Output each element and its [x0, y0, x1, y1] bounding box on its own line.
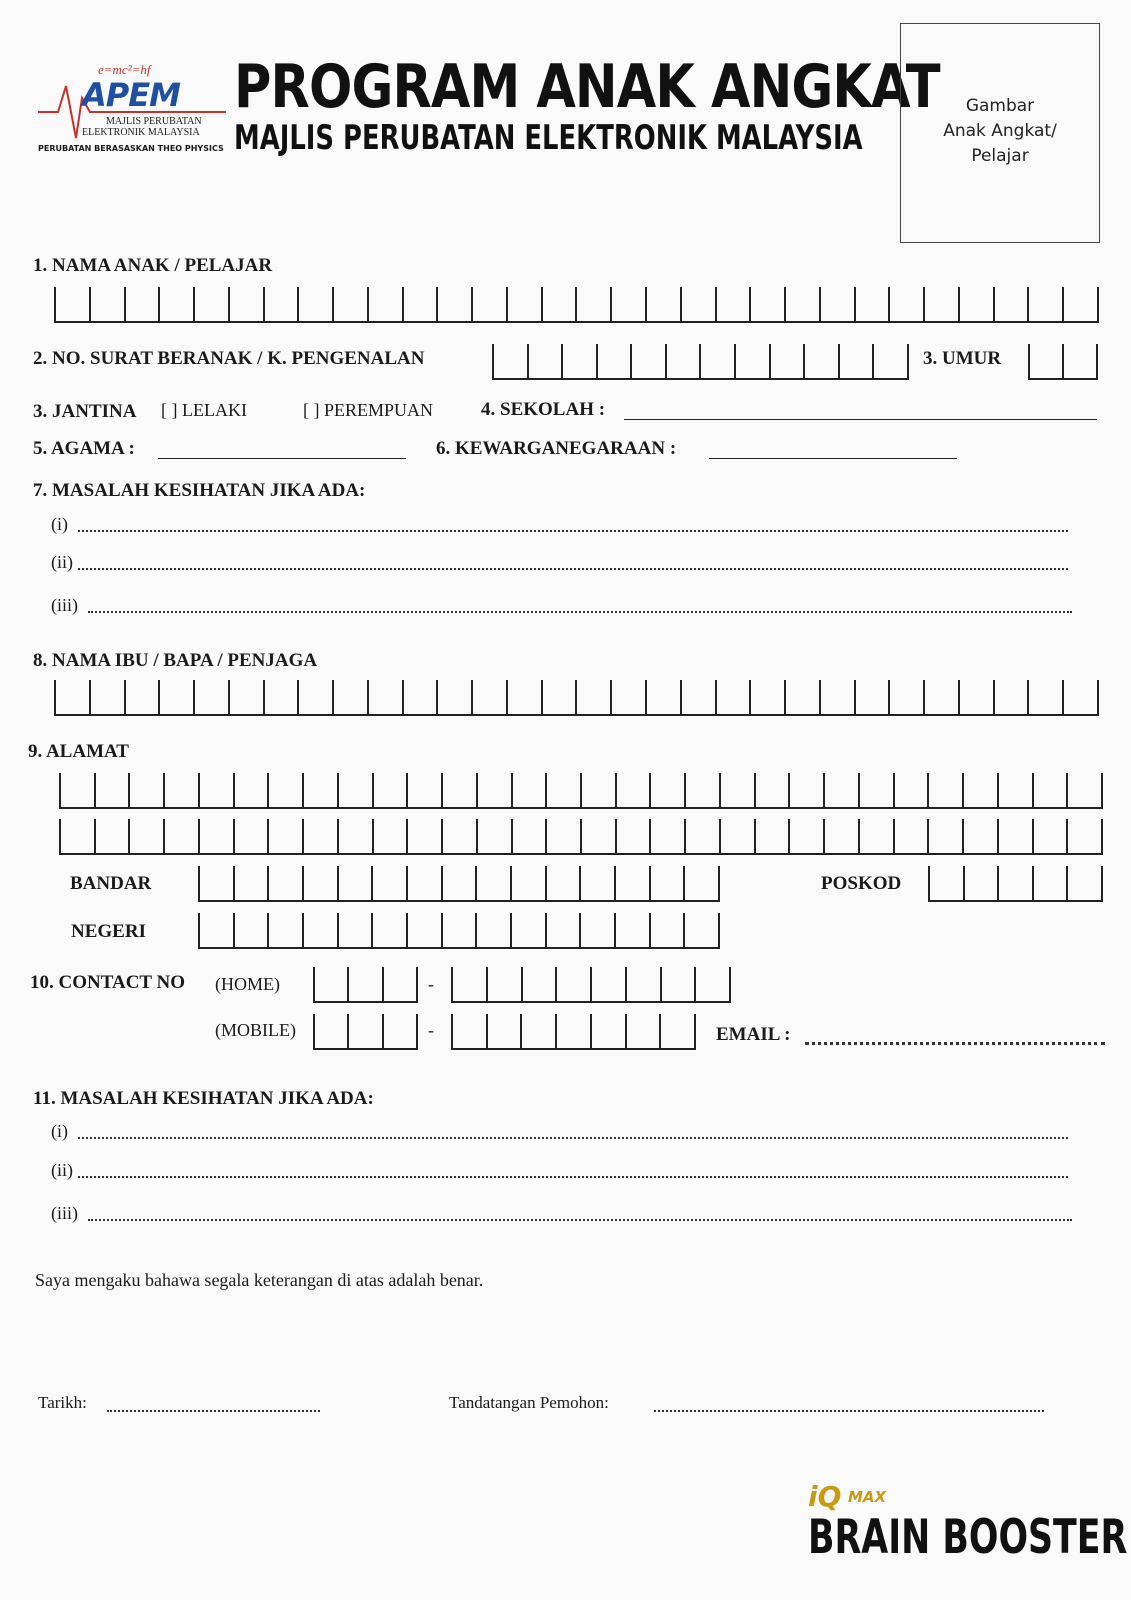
char-box[interactable] [610, 680, 645, 714]
health1-line-ii[interactable] [78, 568, 1068, 570]
char-box[interactable] [683, 866, 720, 900]
char-box[interactable] [962, 773, 997, 807]
char-box[interactable] [198, 913, 233, 947]
char-box[interactable] [819, 680, 854, 714]
char-box[interactable] [561, 344, 596, 378]
health1-marker-ii: (ii) [51, 552, 73, 572]
char-box[interactable] [993, 287, 1028, 321]
char-box[interactable] [506, 680, 541, 714]
city-input[interactable] [198, 866, 720, 902]
char-box[interactable] [163, 819, 198, 853]
char-box[interactable] [734, 344, 769, 378]
char-box[interactable] [649, 913, 684, 947]
char-box[interactable] [645, 680, 680, 714]
char-box[interactable] [893, 773, 928, 807]
birth-cert-label: 2. NO. SURAT BERANAK / K. PENGENALAN [33, 348, 425, 369]
parent-name-input[interactable] [54, 680, 1099, 716]
health1-line-iii[interactable] [88, 611, 1072, 613]
email-field[interactable] [805, 1042, 1105, 1045]
char-box[interactable] [94, 819, 129, 853]
state-input[interactable] [198, 913, 720, 949]
char-box[interactable] [858, 773, 893, 807]
home-number-input[interactable] [451, 967, 731, 1003]
mobile-dash: - [428, 1020, 434, 1040]
char-box[interactable] [406, 866, 441, 900]
char-box[interactable] [337, 913, 372, 947]
char-box[interactable] [854, 680, 889, 714]
char-box[interactable] [59, 819, 94, 853]
parent-label: 8. NAMA IBU / BAPA / PENJAGA [33, 650, 318, 671]
char-box[interactable] [1032, 819, 1067, 853]
photo-label-line1: Gambar [965, 96, 1035, 116]
address-line1-input[interactable] [59, 773, 1103, 809]
home-dash: - [428, 974, 434, 994]
char-box[interactable] [510, 913, 545, 947]
char-box[interactable] [615, 819, 650, 853]
brand-name: BRAIN BOOSTER [808, 1510, 1128, 1565]
char-box[interactable] [89, 287, 124, 321]
photo-label-line2: Anak Angkat/ [943, 121, 1057, 141]
char-box[interactable] [684, 819, 719, 853]
char-box[interactable] [1032, 866, 1067, 900]
char-box[interactable] [406, 773, 441, 807]
char-box[interactable] [406, 913, 441, 947]
citizenship-field[interactable] [709, 458, 957, 459]
char-box[interactable] [923, 680, 958, 714]
char-box[interactable] [228, 680, 263, 714]
char-box[interactable] [545, 866, 580, 900]
char-box[interactable] [1066, 819, 1103, 853]
char-box[interactable] [128, 773, 163, 807]
city-label: BANDAR [70, 873, 152, 894]
char-box[interactable] [198, 866, 233, 900]
char-box[interactable] [888, 680, 923, 714]
char-box[interactable] [506, 287, 541, 321]
char-box[interactable] [838, 344, 873, 378]
char-box[interactable] [580, 819, 615, 853]
char-box[interactable] [555, 1014, 590, 1048]
state-label: NEGERI [71, 921, 146, 942]
char-box[interactable] [579, 866, 614, 900]
char-box[interactable] [541, 287, 576, 321]
logo-abbrev: APEM [82, 76, 180, 114]
citizenship-label: 6. KEWARGANEGARAAN : [436, 438, 677, 459]
religion-field[interactable] [158, 458, 406, 459]
char-box[interactable] [59, 773, 94, 807]
char-box[interactable] [302, 819, 337, 853]
char-box[interactable] [545, 819, 580, 853]
char-box[interactable] [541, 680, 576, 714]
char-box[interactable] [923, 287, 958, 321]
char-box[interactable] [233, 773, 268, 807]
char-box[interactable] [511, 773, 546, 807]
char-box[interactable] [694, 967, 731, 1001]
char-box[interactable] [1062, 344, 1098, 378]
char-box[interactable] [372, 773, 407, 807]
char-box[interactable] [823, 819, 858, 853]
email-label: EMAIL : [716, 1024, 791, 1045]
logo-tagline: PERUBATAN BERASASKAN THEO PHYSICS [38, 144, 224, 153]
char-box[interactable] [659, 1014, 696, 1048]
page-subtitle: MAJLIS PERUBATAN ELEKTRONIK MALAYSIA [234, 118, 863, 158]
postcode-label: POSKOD [821, 873, 902, 894]
age-input[interactable] [1028, 344, 1098, 380]
char-box[interactable] [263, 680, 298, 714]
char-box[interactable] [927, 773, 962, 807]
char-box[interactable] [614, 913, 649, 947]
char-box[interactable] [471, 680, 506, 714]
char-box[interactable] [596, 344, 631, 378]
char-box[interactable] [962, 819, 997, 853]
char-box[interactable] [441, 819, 476, 853]
brand-max: MAX [848, 1488, 887, 1506]
logo-line2: ELEKTRONIK MALAYSIA [82, 127, 200, 138]
char-box[interactable] [699, 344, 734, 378]
gender-male-option[interactable]: [ ] LELAKI [161, 400, 247, 420]
char-box[interactable] [486, 967, 521, 1001]
address-label: 9. ALAMAT [28, 741, 129, 762]
health-label-1: 7. MASALAH KESIHATAN JIKA ADA: [33, 480, 366, 501]
char-box[interactable] [1027, 287, 1062, 321]
char-box[interactable] [332, 287, 367, 321]
char-box[interactable] [754, 773, 789, 807]
char-box[interactable] [575, 680, 610, 714]
char-box[interactable] [625, 967, 660, 1001]
char-box[interactable] [749, 680, 784, 714]
birth-cert-input[interactable] [492, 344, 909, 380]
mobile-number-input[interactable] [451, 1014, 696, 1050]
char-box[interactable] [645, 287, 680, 321]
char-box[interactable] [451, 1014, 486, 1048]
school-label: 4. SEKOLAH : [481, 399, 606, 420]
health2-line-i[interactable] [78, 1137, 1068, 1139]
char-box[interactable] [313, 1014, 347, 1048]
char-box[interactable] [928, 866, 963, 900]
address-line2-input[interactable] [59, 819, 1103, 855]
char-box[interactable] [372, 819, 407, 853]
char-box[interactable] [545, 913, 580, 947]
signature-label: Tandatangan Pemohon: [449, 1393, 609, 1412]
name-input[interactable] [54, 287, 1099, 323]
char-box[interactable] [527, 344, 562, 378]
char-box[interactable] [1027, 680, 1062, 714]
char-box[interactable] [337, 773, 372, 807]
char-box[interactable] [819, 287, 854, 321]
char-box[interactable] [475, 866, 510, 900]
char-box[interactable] [297, 287, 332, 321]
char-box[interactable] [382, 967, 418, 1001]
photo-label-line3: Pelajar [971, 146, 1029, 166]
char-box[interactable] [371, 913, 406, 947]
brand-iq: iQ [808, 1480, 842, 1513]
brand-logo [808, 1480, 1128, 1570]
mobile-prefix-input[interactable] [313, 1014, 418, 1050]
char-box[interactable] [719, 819, 754, 853]
gender-female-option[interactable]: [ ] PEREMPUAN [303, 400, 434, 420]
char-box[interactable] [441, 866, 476, 900]
char-box[interactable] [124, 287, 159, 321]
char-box[interactable] [521, 967, 556, 1001]
char-box[interactable] [927, 819, 962, 853]
logo-formula: e=mc²=hf [98, 62, 151, 77]
char-box[interactable] [158, 287, 193, 321]
health2-marker-ii: (ii) [51, 1160, 73, 1180]
char-box[interactable] [267, 819, 302, 853]
char-box[interactable] [823, 773, 858, 807]
char-box[interactable] [436, 680, 471, 714]
char-box[interactable] [94, 773, 129, 807]
char-box[interactable] [451, 967, 486, 1001]
char-box[interactable] [228, 287, 263, 321]
char-box[interactable] [888, 287, 923, 321]
char-box[interactable] [347, 967, 381, 1001]
char-box[interactable] [128, 819, 163, 853]
char-box[interactable] [193, 680, 228, 714]
char-box[interactable] [471, 287, 506, 321]
char-box[interactable] [1062, 680, 1099, 714]
char-box[interactable] [163, 773, 198, 807]
char-box[interactable] [337, 819, 372, 853]
char-box[interactable] [719, 773, 754, 807]
char-box[interactable] [872, 344, 909, 378]
char-box[interactable] [683, 913, 720, 947]
home-label: (HOME) [215, 974, 280, 994]
char-box[interactable] [997, 819, 1032, 853]
school-field[interactable] [624, 419, 1097, 420]
char-box[interactable] [302, 866, 337, 900]
char-box[interactable] [715, 680, 750, 714]
char-box[interactable] [749, 287, 784, 321]
health-label-2: 11. MASALAH KESIHATAN JIKA ADA: [33, 1088, 374, 1109]
char-box[interactable] [367, 287, 402, 321]
char-box[interactable] [263, 287, 298, 321]
char-box[interactable] [1066, 866, 1103, 900]
char-box[interactable] [958, 680, 993, 714]
char-box[interactable] [715, 287, 750, 321]
char-box[interactable] [580, 773, 615, 807]
char-box[interactable] [614, 866, 649, 900]
char-box[interactable] [124, 680, 159, 714]
char-box[interactable] [963, 866, 998, 900]
char-box[interactable] [267, 866, 302, 900]
char-box[interactable] [302, 773, 337, 807]
char-box[interactable] [684, 773, 719, 807]
char-box[interactable] [788, 819, 823, 853]
char-box[interactable] [233, 866, 268, 900]
char-box[interactable] [402, 680, 437, 714]
char-box[interactable] [158, 680, 193, 714]
health2-line-ii[interactable] [78, 1176, 1068, 1178]
char-box[interactable] [993, 680, 1028, 714]
char-box[interactable] [997, 773, 1032, 807]
char-box[interactable] [784, 287, 819, 321]
char-box[interactable] [54, 680, 89, 714]
page-title: PROGRAM ANAK ANGKAT [234, 52, 940, 122]
char-box[interactable] [402, 287, 437, 321]
char-box[interactable] [332, 680, 367, 714]
char-box[interactable] [803, 344, 838, 378]
char-box[interactable] [520, 1014, 555, 1048]
health1-marker-i: (i) [51, 514, 68, 534]
health2-marker-i: (i) [51, 1121, 68, 1141]
gender-label: 3. JANTINA [33, 401, 137, 422]
char-box[interactable] [649, 773, 684, 807]
char-box[interactable] [297, 680, 332, 714]
date-label: Tarikh: [38, 1393, 87, 1412]
char-box[interactable] [680, 680, 715, 714]
char-box[interactable] [579, 913, 614, 947]
char-box[interactable] [649, 819, 684, 853]
char-box[interactable] [615, 773, 650, 807]
char-box[interactable] [347, 1014, 381, 1048]
char-box[interactable] [302, 913, 337, 947]
char-box[interactable] [1066, 773, 1103, 807]
char-box[interactable] [649, 866, 684, 900]
char-box[interactable] [436, 287, 471, 321]
char-box[interactable] [267, 773, 302, 807]
char-box[interactable] [89, 680, 124, 714]
char-box[interactable] [486, 1014, 521, 1048]
char-box[interactable] [367, 680, 402, 714]
contact-label: 10. CONTACT NO [30, 972, 186, 993]
char-box[interactable] [784, 680, 819, 714]
char-box[interactable] [590, 967, 625, 1001]
char-box[interactable] [510, 866, 545, 900]
char-box[interactable] [233, 913, 268, 947]
char-box[interactable] [476, 819, 511, 853]
health1-marker-iii: (iii) [51, 595, 78, 615]
char-box[interactable] [1028, 344, 1062, 378]
char-box[interactable] [475, 913, 510, 947]
char-box[interactable] [555, 967, 590, 1001]
health1-line-i[interactable] [78, 530, 1068, 532]
char-box[interactable] [660, 967, 695, 1001]
declaration-text: Saya mengaku bahawa segala keterangan di atas adalah benar. [35, 1270, 484, 1290]
char-box[interactable] [997, 866, 1032, 900]
char-box[interactable] [476, 773, 511, 807]
char-box[interactable] [1032, 773, 1067, 807]
char-box[interactable] [1062, 287, 1099, 321]
char-box[interactable] [590, 1014, 625, 1048]
char-box[interactable] [406, 819, 441, 853]
health2-marker-iii: (iii) [51, 1203, 78, 1223]
char-box[interactable] [769, 344, 804, 378]
char-box[interactable] [198, 773, 233, 807]
char-box[interactable] [441, 773, 476, 807]
char-box[interactable] [610, 287, 645, 321]
char-box[interactable] [754, 819, 789, 853]
age-label: 3. UMUR [923, 348, 1002, 369]
char-box[interactable] [371, 866, 406, 900]
postcode-input[interactable] [928, 866, 1103, 902]
char-box[interactable] [511, 819, 546, 853]
char-box[interactable] [575, 287, 610, 321]
char-box[interactable] [630, 344, 665, 378]
char-box[interactable] [858, 819, 893, 853]
name-label: 1. NAMA ANAK / PELAJAR [33, 255, 273, 276]
health2-line-iii[interactable] [88, 1219, 1072, 1221]
char-box[interactable] [233, 819, 268, 853]
char-box[interactable] [441, 913, 476, 947]
char-box[interactable] [680, 287, 715, 321]
char-box[interactable] [198, 819, 233, 853]
home-area-code-input[interactable] [313, 967, 418, 1003]
char-box[interactable] [193, 287, 228, 321]
char-box[interactable] [665, 344, 700, 378]
char-box[interactable] [788, 773, 823, 807]
char-box[interactable] [958, 287, 993, 321]
char-box[interactable] [382, 1014, 418, 1048]
mobile-label: (MOBILE) [215, 1020, 296, 1040]
char-box[interactable] [893, 819, 928, 853]
char-box[interactable] [267, 913, 302, 947]
logo-line1: MAJLIS PERUBATAN [106, 116, 202, 127]
char-box[interactable] [625, 1014, 660, 1048]
signature-field[interactable] [654, 1410, 1044, 1412]
religion-label: 5. AGAMA : [33, 438, 135, 459]
date-field[interactable] [107, 1410, 320, 1412]
char-box[interactable] [854, 287, 889, 321]
logo [36, 64, 226, 160]
photo-box [900, 23, 1100, 243]
char-box[interactable] [545, 773, 580, 807]
char-box[interactable] [492, 344, 527, 378]
char-box[interactable] [313, 967, 347, 1001]
char-box[interactable] [54, 287, 89, 321]
char-box[interactable] [337, 866, 372, 900]
